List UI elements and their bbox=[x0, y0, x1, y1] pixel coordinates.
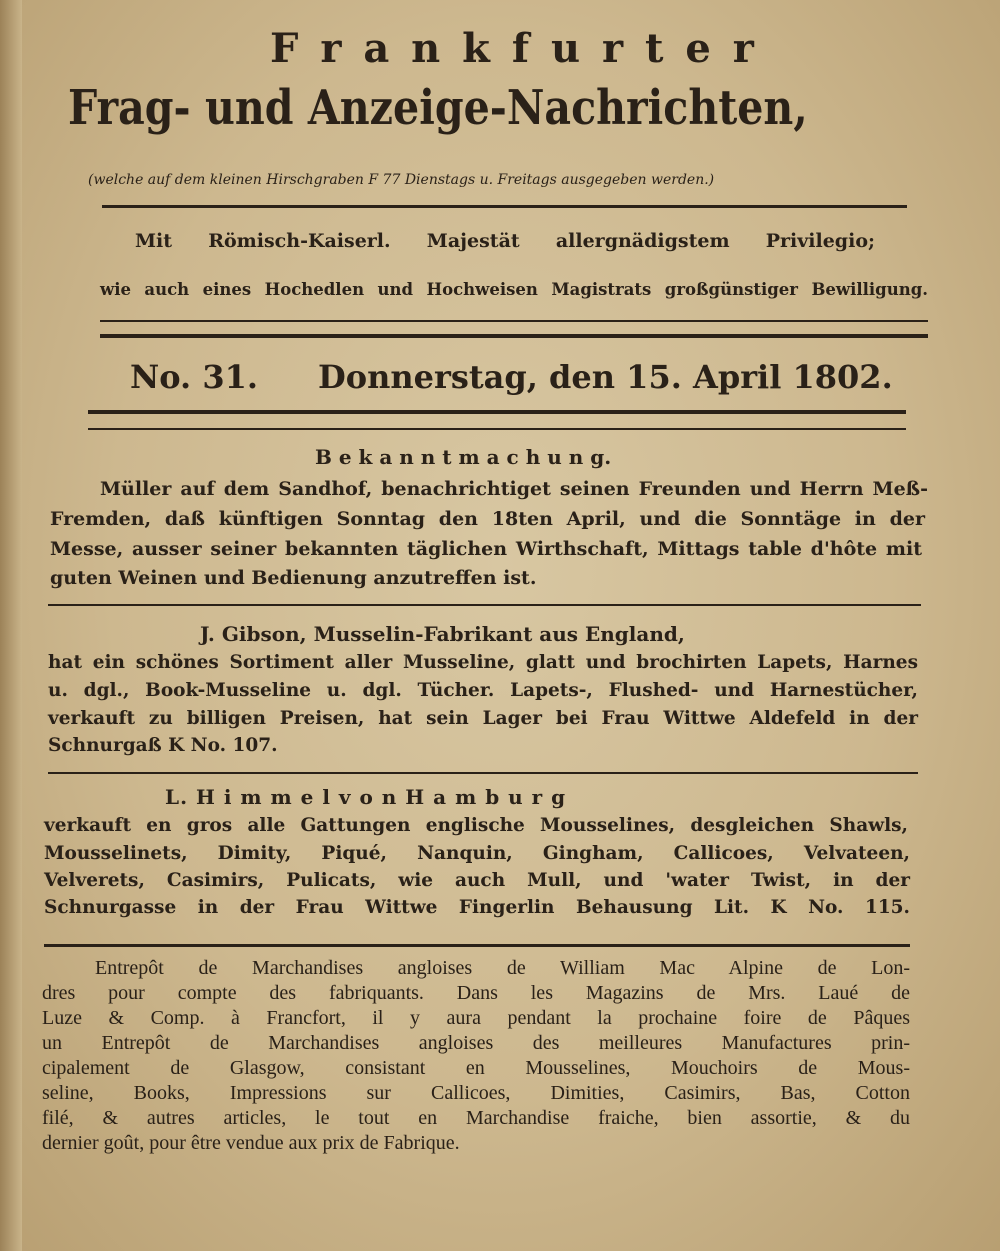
divider bbox=[100, 334, 928, 338]
issue-date: Donnerstag, den 15. April 1802. bbox=[318, 358, 893, 396]
divider bbox=[48, 604, 921, 606]
divider bbox=[48, 772, 918, 774]
notice-line: dres pour compte des fabriquants. Dans les Magazins de Mrs. Laué de bbox=[42, 982, 910, 1004]
divider bbox=[100, 320, 928, 322]
divider bbox=[102, 205, 907, 208]
page-edge bbox=[0, 0, 22, 1251]
notice-line: dernier goût, pour être vendue aux prix de Fabrique. bbox=[42, 1132, 460, 1154]
title-line-1: F r a n k f u r t e r bbox=[270, 25, 758, 72]
notice-line: seline, Books, Impressions sur Callicoes, Dimities, Casimirs, Bas, Cotton bbox=[42, 1082, 910, 1104]
notice-line: verkauft zu billigen Preisen, hat sein Lager bei Frau Wittwe Aldefeld in der bbox=[48, 708, 918, 729]
issue-number: No. 31. bbox=[130, 358, 258, 396]
notice-line: Velverets, Casimirs, Pulicats, wie auch Mull, und 'water Twist, in der bbox=[44, 870, 910, 891]
notice-line: Schnurgasse in der Frau Wittwe Fingerlin Behausung Lit. K No. 115. bbox=[44, 897, 910, 918]
privilege-line: wie auch eines Hochedlen und Hochweisen Magistrats großgünstiger Bewilligung. bbox=[100, 280, 928, 299]
notice-line: Entrepôt de Marchandises angloises de William Mac Alpine de Lon- bbox=[95, 957, 910, 979]
notice-line: Fremden, daß künftigen Sonntag den 18ten April, und die Sonntäge in der bbox=[50, 508, 925, 530]
divider bbox=[44, 944, 910, 947]
privilege-line: Mit Römisch-Kaiserl. Majestät allergnädigstem Privilegio; bbox=[135, 230, 875, 252]
notice-line: guten Weinen und Bedienung anzutreffen ist. bbox=[50, 567, 537, 589]
divider bbox=[88, 410, 906, 414]
notice-line: Luze & Comp. à Francfort, il y aura pendant la prochaine foire de Pâques bbox=[42, 1007, 910, 1029]
notice-line: Müller auf dem Sandhof, benachrichtiget seinen Freunden und Herrn Meß- bbox=[100, 478, 928, 500]
title-line-2: Frag- und Anzeige-Nachrichten, bbox=[68, 80, 808, 136]
notice-line: un Entrepôt de Marchandises angloises des meilleures Manufactures prin- bbox=[42, 1032, 910, 1054]
notice-line: u. dgl., Book-Musseline u. dgl. Tücher. Lapets-, Flushed- und Harnestücher, bbox=[48, 680, 918, 701]
notice-line: verkauft en gros alle Gattungen englische Mousselines, desgleichen Shawls, bbox=[44, 815, 908, 836]
notice-heading: J. Gibson, Musselin-Fabrikant aus England, bbox=[200, 622, 685, 646]
notice-line: Mousselinets, Dimity, Piqué, Nanquin, Gingham, Callicoes, Velvateen, bbox=[44, 843, 910, 864]
notice-line: Messe, ausser seiner bekannten täglichen Wirthschaft, Mittags table d'hôte mit bbox=[50, 538, 922, 560]
notice-line: filé, & autres articles, le tout en Marchandise fraiche, bien assortie, & du bbox=[42, 1107, 910, 1129]
notice-line: cipalement de Glasgow, consistant en Mousselines, Mouchoirs de Mous- bbox=[42, 1057, 910, 1079]
notice-heading: L. H i m m e l v o n H a m b u r g bbox=[165, 785, 567, 809]
notice-line: Schnurgaß K No. 107. bbox=[48, 735, 278, 756]
divider bbox=[88, 428, 906, 430]
notice-heading: B e k a n n t m a c h u n g. bbox=[315, 445, 612, 469]
notice-line: hat ein schönes Sortiment aller Musseline, glatt und brochirten Lapets, Harnes bbox=[48, 652, 918, 673]
subtitle: (welche auf dem kleinen Hirschgraben F 77 Dienstags u. Freitags ausgegeben werden.) bbox=[88, 172, 715, 188]
